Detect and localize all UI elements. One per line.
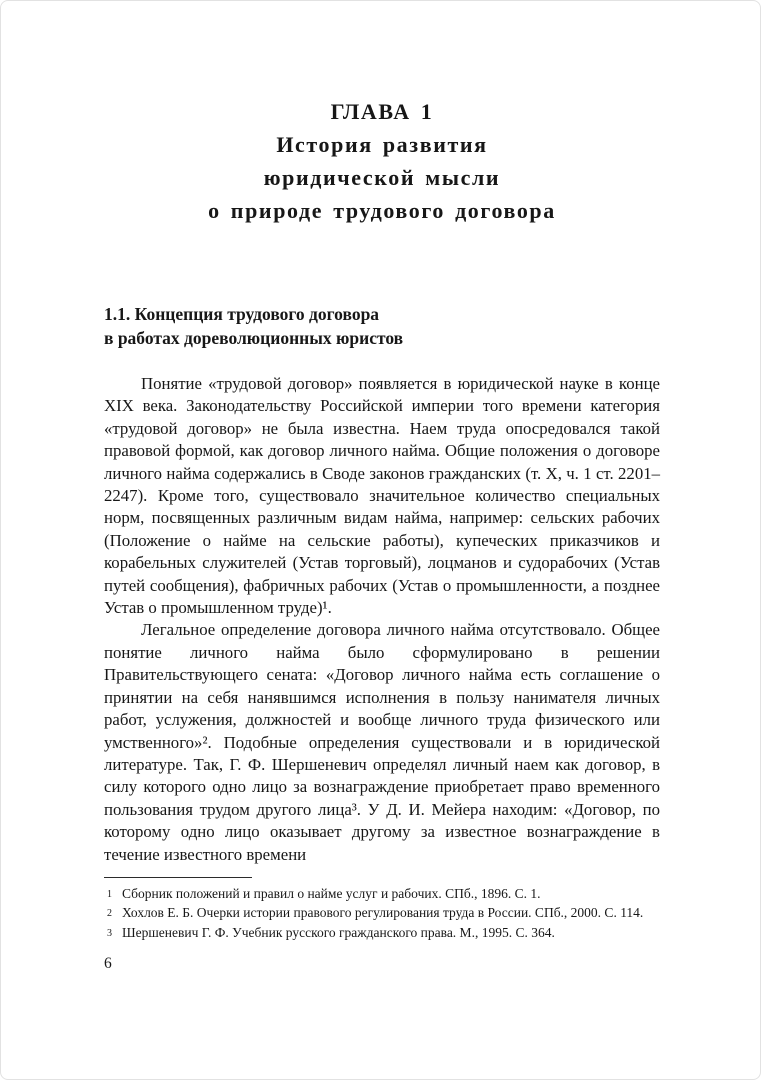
footnote-text: Хохлов Е. Б. Очерки истории правового регулирования труда в России. СПб., 2000. С. 114.: [122, 905, 644, 921]
section-heading: [104, 303, 660, 350]
paragraph: Понятие «трудовой договор» появляется в юридической науке в конце XIX века. Законодательству Российской империи того времени категория «трудовой договор» не была известна. Наем труда опосредовался такой правовой формой, как договор личного найма. Общие положения о договоре личного найма содержались в Своде законов гражданских (т. X, ч. 1 ст. 2201–2247). Кроме того, существовало значительное количество специальных норм, посвященных различным видам найма, например: сельских рабочих (Положение о найме на сельские работы), купеческих приказчиков и корабельных служителей (Устав торговый), лоцманов и судорабочих (Устав путей сообщения), фабричных рабочих (Устав о промышленности, а позднее Устав о промышленном труде)¹.: [104, 374, 660, 618]
footnote: [104, 904, 660, 923]
footnote: [104, 924, 660, 943]
footnote: [104, 885, 660, 904]
section-heading-line: в работах дореволюционных юристов: [104, 327, 404, 348]
footnote-marker: 1: [107, 888, 112, 900]
footnote-marker: 2: [107, 908, 112, 920]
page-content: [1, 1, 760, 973]
chapter-title-line: История развития: [276, 132, 488, 157]
body-text: [104, 373, 660, 866]
footnote-text: Сборник положений и правил о найме услуг и рабочих. СПб., 1896. С. 1.: [122, 885, 541, 901]
chapter-title: [104, 95, 660, 227]
section-heading-line: 1.1. Концепция трудового договора: [104, 304, 380, 324]
chapter-label: ГЛАВА 1: [330, 99, 434, 124]
footnote-separator: [104, 877, 252, 878]
footnotes: [104, 885, 660, 943]
chapter-title-line: юридической мысли: [263, 165, 501, 190]
chapter-title-line: о природе трудового договора: [208, 198, 556, 223]
page-number: 6: [104, 955, 112, 973]
paragraph: Легальное определение договора личного найма отсутствовало. Общее понятие личного найма было сформулировано в решении Правительствующего сената: «Договор личного найма есть соглашение о принятии на себя нанявшимся исполнения в пользу нанимателя личных работ, услужения, должностей и вообще личного труда физического или умственного»². Подобные определения существовали и в юридической литературе. Так, Г. Ф. Шершеневич определял личный наем как договор, в силу которого одно лицо за вознаграждение приобретает право временного пользования трудом другого лица³. У Д. И. Мейера находим: «Договор, по которому одно лицо оказывает другому за известное вознаграждение в течение известного времени: [104, 620, 660, 864]
footnote-marker: 3: [107, 927, 112, 939]
footnote-text: Шершеневич Г. Ф. Учебник русского гражданского права. М., 1995. С. 364.: [122, 924, 555, 940]
